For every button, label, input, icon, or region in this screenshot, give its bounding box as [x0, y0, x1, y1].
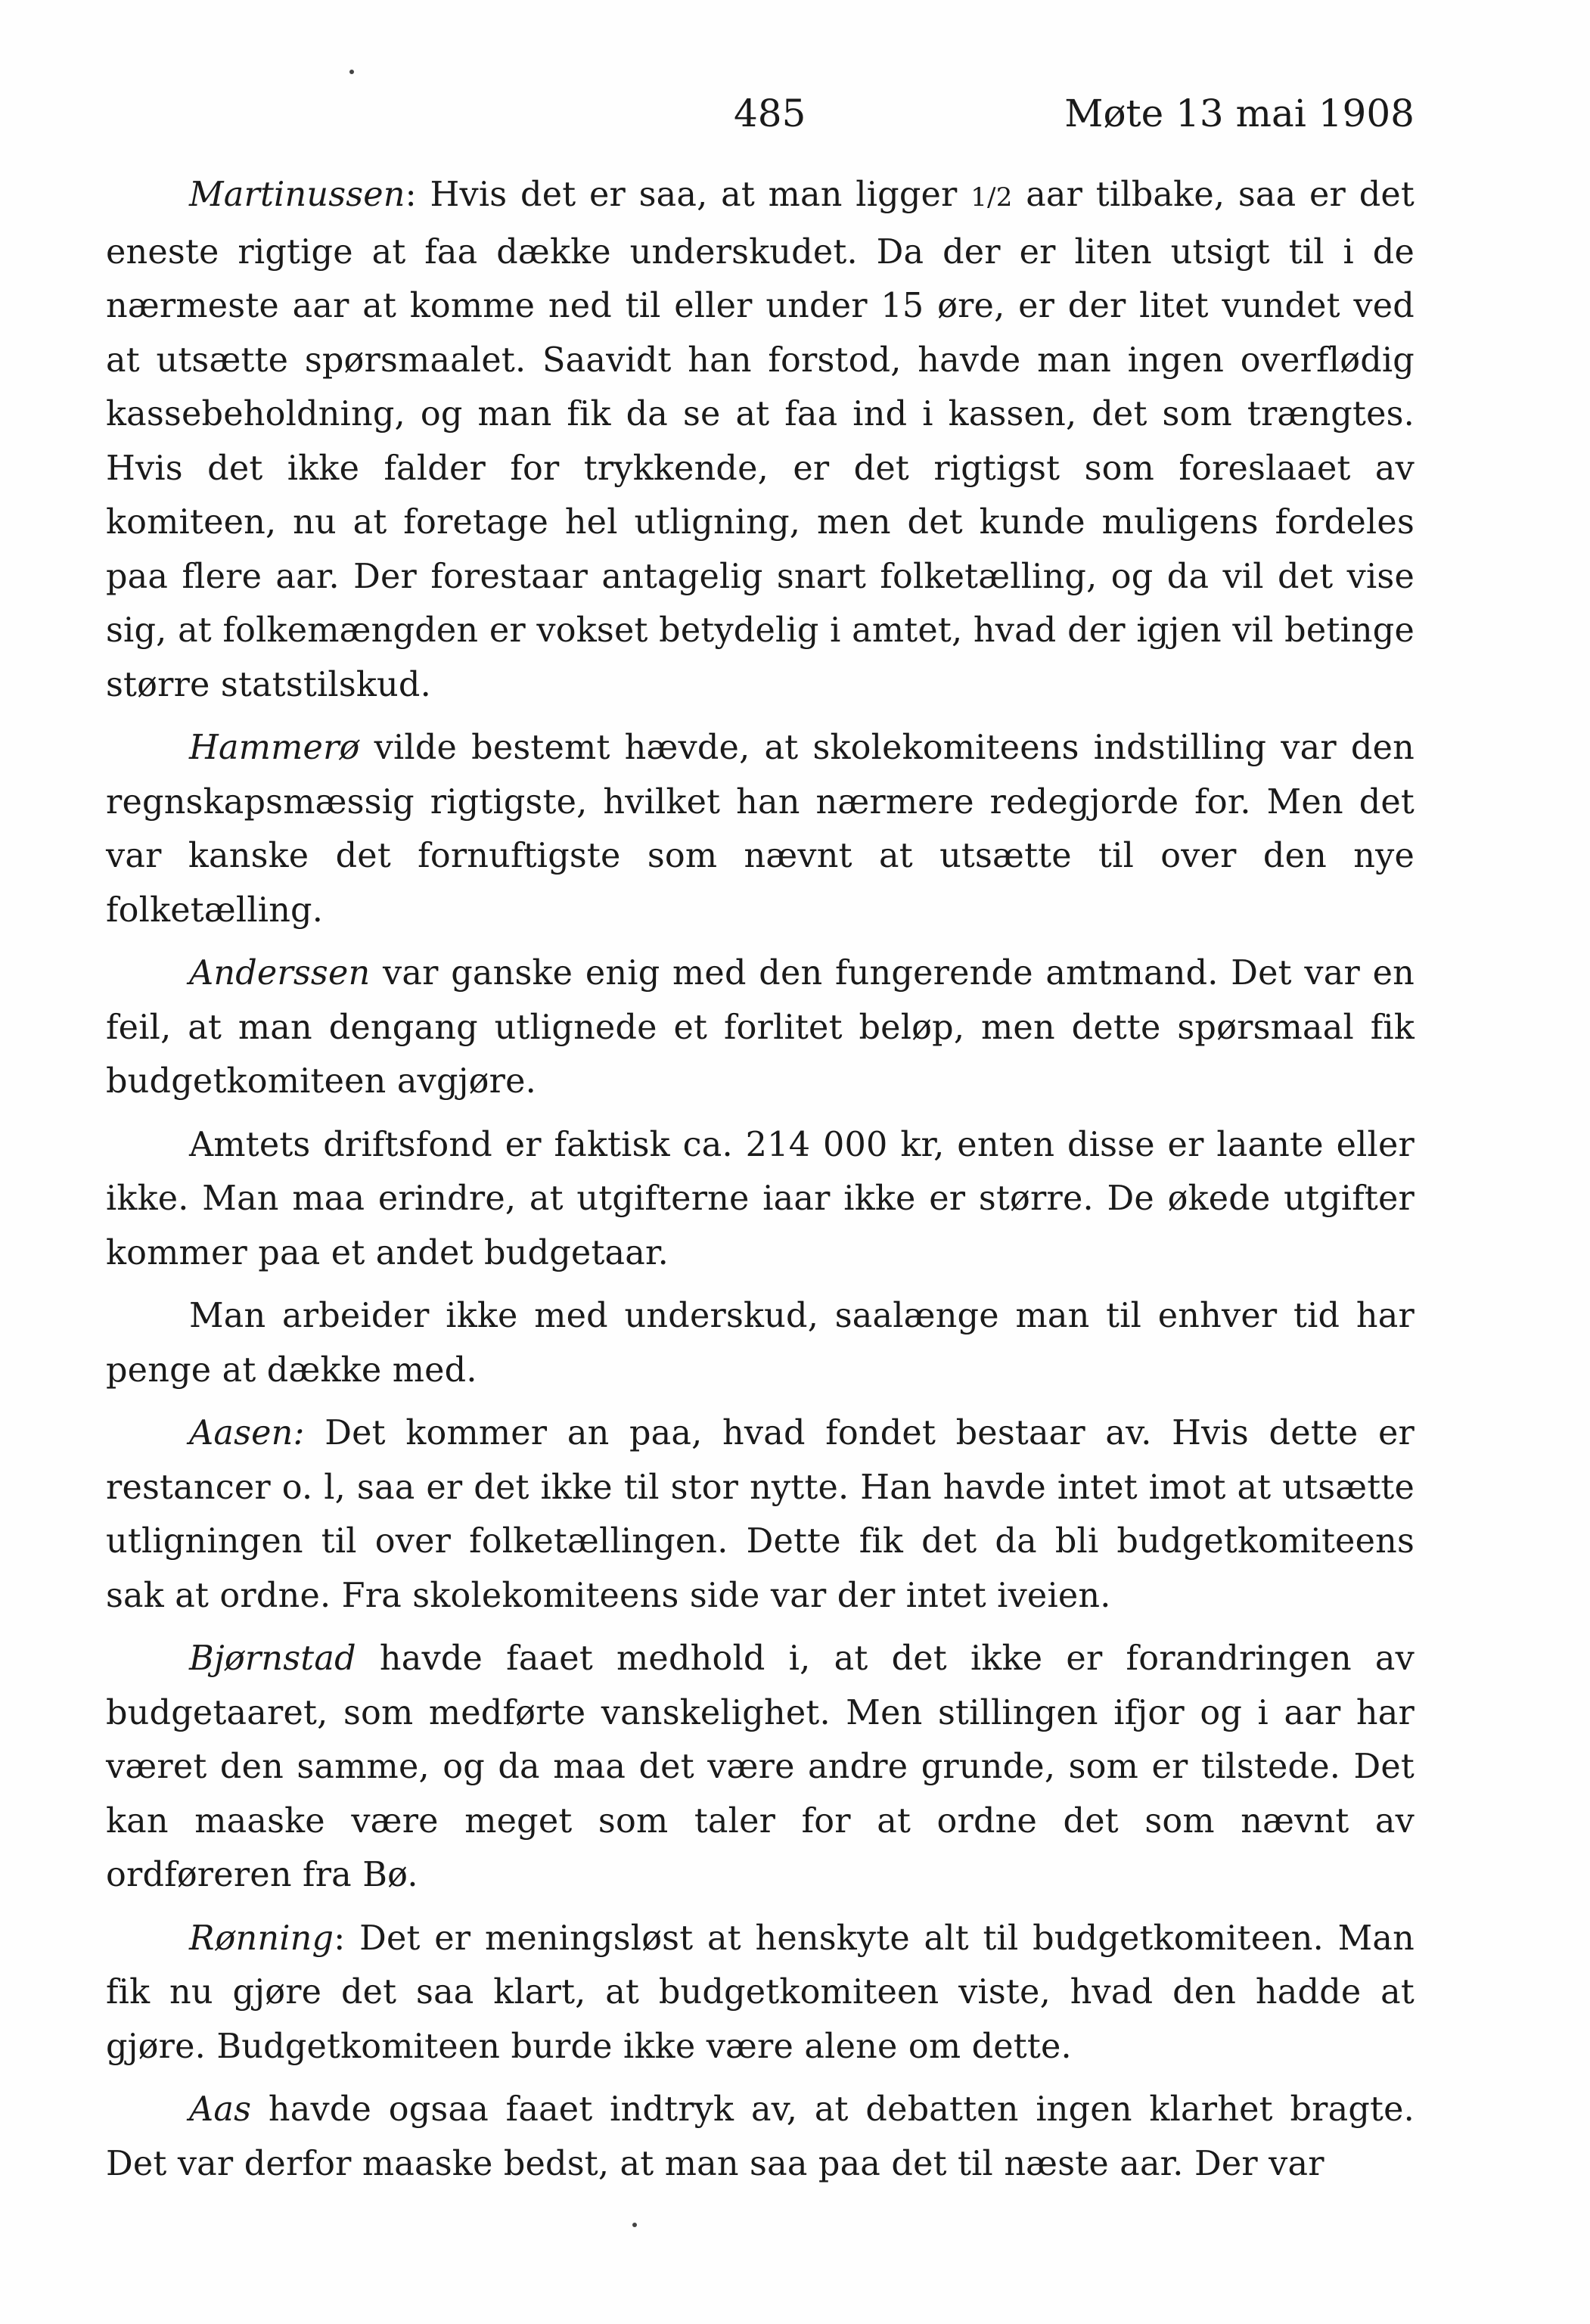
speaker-name: Hammerø [189, 729, 360, 767]
speaker-name: Aasen: [189, 1414, 305, 1452]
page-header [106, 83, 1415, 144]
paragraph-anderssen [106, 946, 1415, 1109]
paragraph-bjornstad [106, 1632, 1415, 1903]
fraction: 1/2 [970, 182, 1013, 213]
paragraph-text: havde ogsaa faaet indtryk av, at debatten ingen klarhet bragte. Det var derfor maaske bedst, at man saa paa det til næste aar. Der var [106, 2090, 1415, 2183]
body-text [106, 168, 1415, 2200]
speaker-name: Anderssen [189, 954, 371, 993]
running-head: Møte 13 mai 1908 [1064, 92, 1415, 135]
paragraph-text: Amtets driftsfond er faktisk ca. 214 000 kr, enten disse er laante eller ikke. Man maa erindre, at utgifterne iaar ikke er større. De økede utgifter kommer paa et andet budgetaar. [106, 1125, 1415, 1272]
paragraph-underskud [106, 1289, 1415, 1397]
paragraph-aas [106, 2083, 1415, 2191]
paragraph-text: aar tilbake, saa er det eneste rigtige at faa dække underskudet. Da der er liten utsigt til i de nærmeste aar at komme ned til eller under 15 øre, er der litet vundet ved at utsætte spørsmaalet. Saavidt han forstod, havde man ingen overflødig kassebeholdning, og man fik da se at faa ind i kassen, det som trængtes. Hvis det ikke falder for trykkende, er det rigtigst som foreslaaet av komiteen, nu at foretage hel utligning, men det kunde muligens fordeles paa flere aar. Der forestaar antagelig snart folketælling, og da vil det vise sig, at folkemængden er vokset betydelig i amtet, hvad der igjen vil betinge større statstilskud. [106, 176, 1415, 704]
paragraph-text: vilde bestemt hævde, at skolekomiteens indstilling var den regnskapsmæssig rigtigste, hvilket han nærmere redegjorde for. Men det var kanske det fornuftigste som nævnt at utsætte til over den nye folketælling. [106, 729, 1415, 930]
paragraph-text: Man arbeider ikke med underskud, saalænge man til enhver tid har penge at dække med. [106, 1297, 1415, 1390]
paragraph-hammero [106, 721, 1415, 937]
paragraph-text: havde faaet medhold i, at det ikke er forandringen av budgetaaret, som medførte vanskelighet. Men stillingen ifjor og i aar har været den samme, og da maa det være andre grunde, som er tilstede. Det kan maaske være meget som taler for at ordne det som nævnt av ordføreren fra Bø. [106, 1639, 1415, 1894]
speaker-name: Martinussen [189, 176, 405, 214]
print-speck [349, 70, 354, 74]
paragraph-text: : Hvis det er saa, at man ligger [405, 176, 971, 214]
paragraph-text: Det kommer an paa, hvad fondet bestaar av. Hvis dette er restancer o. l, saa er det ikke til stor nytte. Han havde intet imot at utsætte utligningen til over folketællingen. Dette fik det da bli budgetkomiteens sak at ordne. Fra skolekomiteens side var der intet iveien. [106, 1414, 1415, 1615]
speaker-name: Bjørnstad [189, 1639, 356, 1678]
speaker-name: Rønning [189, 1919, 334, 1958]
paragraph-ronning [106, 1912, 1415, 2074]
page-number: 485 [734, 92, 806, 135]
paragraph-martinussen [106, 168, 1415, 712]
paragraph-driftsfond [106, 1118, 1415, 1281]
paragraph-text: : Det er meningsløst at henskyte alt til budgetkomiteen. Man fik nu gjøre det saa klart, at budgetkomiteen viste, hvad den hadde at gjøre. Budgetkomiteen burde ikke være alene om dette. [106, 1919, 1415, 2066]
print-speck [632, 2223, 637, 2227]
paragraph-aasen [106, 1406, 1415, 1623]
speaker-name: Aas [189, 2090, 252, 2129]
paragraph-text: var ganske enig med den fungerende amtmand. Det var en feil, at man dengang utlignede et forlitet beløp, men dette spørsmaal fik budgetkomiteen avgjøre. [106, 954, 1415, 1101]
